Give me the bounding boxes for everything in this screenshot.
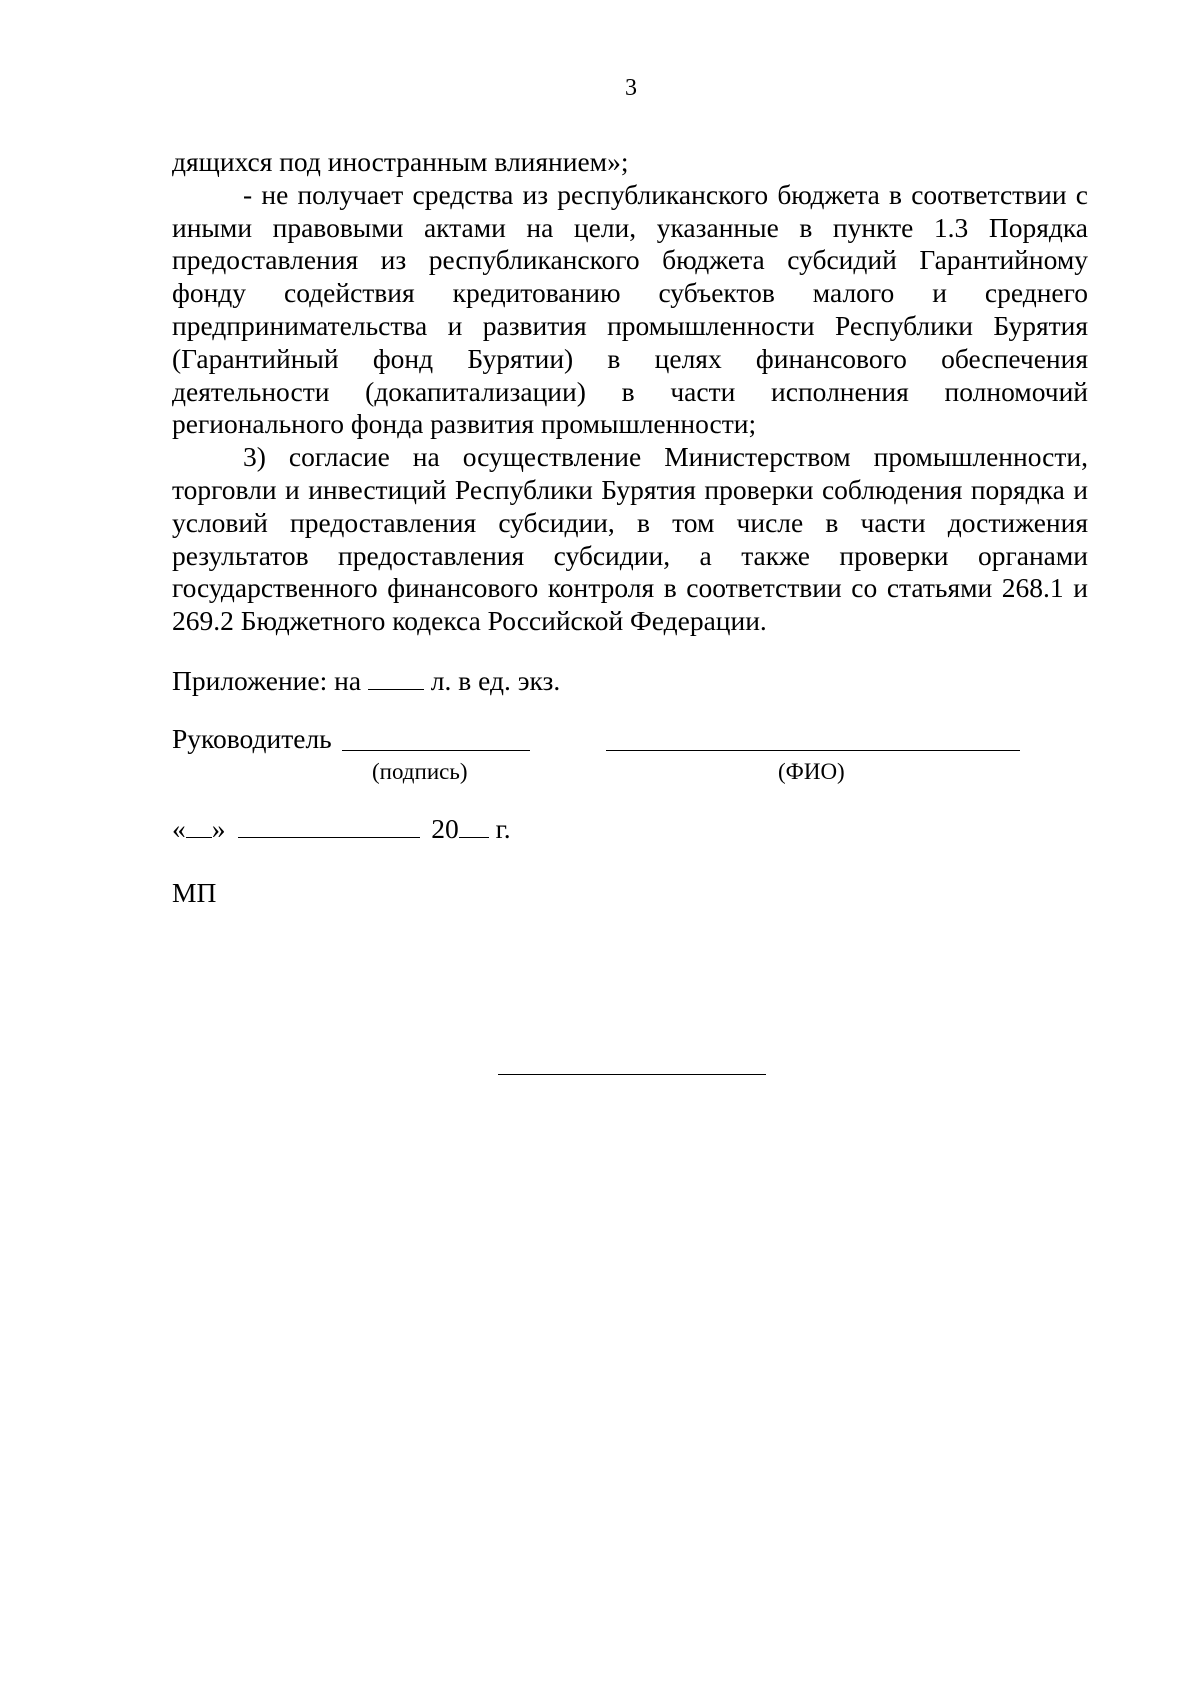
body-text bbox=[172, 146, 1088, 638]
stamp-place: МП bbox=[172, 877, 217, 908]
attachment-line bbox=[172, 664, 560, 698]
full-name-caption: (ФИО) bbox=[778, 759, 845, 784]
paragraph-no-funding: - не получает средства из республиканского бюджета в соответствии с иными правовыми актами на цели, указанные в пункте 1.3 Порядка предоставления из республиканского бюджета субсидий Гарантийному фонду содействия кредитованию субъектов малого и среднего предпринимательства и развития промышленности Республики Бурятия (Гарантийный фонд Бурятии) в целях финансового обеспечения деятельности (докапитализации) в части исполнения полномочий регионального фонда развития промышленности; bbox=[172, 178, 1088, 440]
attachment-suffix: л. в ед. экз. bbox=[430, 665, 561, 696]
year-suffix: г. bbox=[495, 813, 511, 844]
signatory-label: Руководитель bbox=[172, 723, 332, 754]
sheets-count-blank bbox=[368, 665, 424, 690]
attachment-prefix: Приложение: на bbox=[172, 665, 362, 696]
year-blank bbox=[459, 813, 489, 838]
paragraph-continuation: дящихся под иностранным влиянием»; bbox=[172, 146, 629, 177]
date-open-quote: « bbox=[172, 813, 186, 844]
month-blank bbox=[238, 813, 420, 838]
signature-caption: (подпись) bbox=[372, 759, 468, 784]
paragraph-consent: 3) согласие на осуществление Министерством промышленности, торговли и инвестиций Республики Бурятия проверки соблюдения порядка и условий предоставления субсидии, в том числе в части достижения результатов предоставления субсидии, а также проверки органами государственного финансового контроля в соответствии со статьями 268.1 и 269.2 Бюджетного кодекса Российской Федерации. bbox=[172, 441, 1088, 637]
year-prefix: 20 bbox=[431, 813, 459, 844]
signature-line bbox=[342, 750, 530, 751]
day-blank bbox=[186, 813, 212, 838]
date-line bbox=[172, 812, 511, 846]
full-name-line bbox=[606, 750, 1020, 751]
signature-row bbox=[172, 722, 332, 756]
page-number: 3 bbox=[625, 75, 637, 101]
date-close-quote: » bbox=[211, 813, 226, 844]
end-of-document-rule bbox=[498, 1074, 766, 1075]
